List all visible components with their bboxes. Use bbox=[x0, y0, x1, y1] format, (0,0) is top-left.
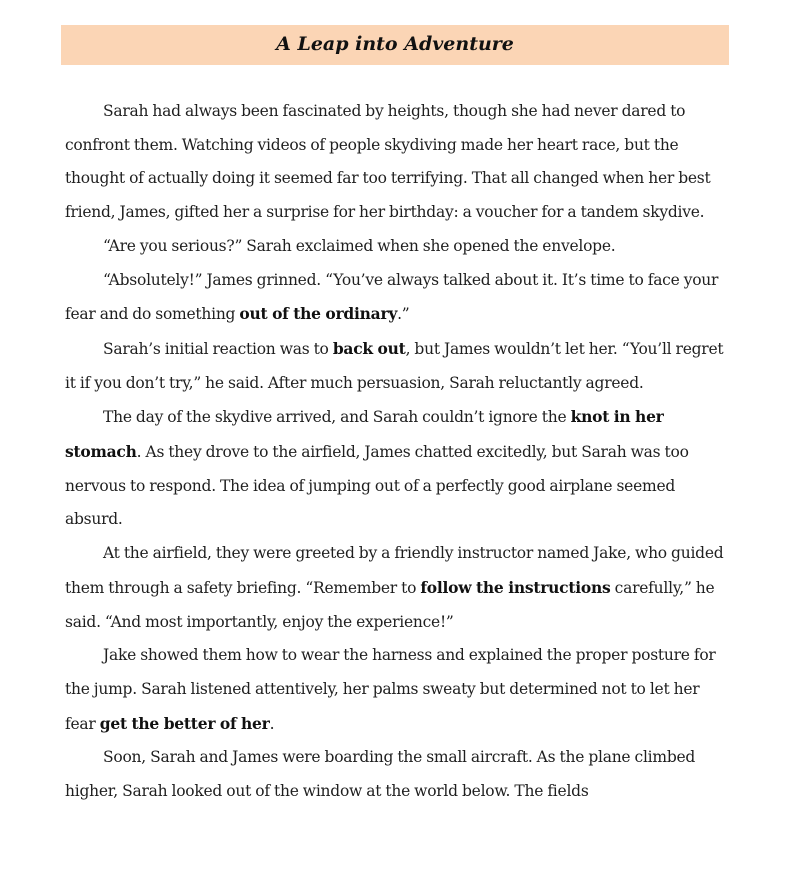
paragraph-text: Soon, Sarah and James were boarding the small aircraft. As the plane climbed higher, Sarah looked out of the window at the world below. The fields bbox=[65, 748, 696, 801]
paragraph-text: Jake showed them how to wear the harness and explained the proper posture for the jump. Sarah listened attentively, her palms sweaty but determined not to let her fear bbox=[65, 646, 716, 733]
bold-phrase: back out bbox=[332, 338, 406, 358]
bold-phrase: out of the ordinary bbox=[239, 304, 398, 324]
paragraph-text: carefully,” he said. “And most importantly, enjoy the experience!” bbox=[65, 578, 715, 631]
paragraph-text: . As they drove to the airfield, James chatted excitedly, but Sarah was too nervous to respond. The idea of jumping out of a perfectly good airplane seemed absurd. bbox=[65, 443, 689, 529]
bold-phrase: follow the instructions bbox=[420, 577, 611, 597]
paragraph-text: Sarah had always been fascinated by heights, though she had never dared to confront them. Watching videos of people skydiving made her heart race, but the thought of actually doing it seemed far too terrifying. That all changed when her best friend, James, gifted her a surprise for her birthday: a voucher for a tandem skydive. bbox=[65, 102, 711, 222]
story-paragraph bbox=[65, 639, 730, 741]
paragraph-text: “Are you serious?” Sarah exclaimed when she opened the envelope. bbox=[103, 236, 616, 255]
bold-phrase: knot in her stomach bbox=[65, 407, 664, 462]
paragraph-text: At the airfield, they were greeted by a friendly instructor named Jake, who guided them through a safety briefing. “Remember to bbox=[65, 544, 724, 597]
story-paragraph bbox=[65, 332, 730, 400]
story-paragraph bbox=[65, 741, 730, 808]
story-paragraph bbox=[65, 230, 730, 264]
bold-phrase: get the better of her bbox=[99, 713, 270, 733]
story-body bbox=[65, 95, 730, 809]
paragraph-text: Sarah’s initial reaction was to bbox=[103, 339, 333, 358]
paragraph-text: . bbox=[269, 714, 275, 733]
story-paragraph bbox=[65, 95, 730, 230]
story-paragraph bbox=[65, 537, 730, 639]
paragraph-text: , but James wouldn’t let her. “You’ll regret it if you don’t try,” he said. After much persuasion, Sarah reluctantly agreed. bbox=[65, 339, 724, 392]
story-paragraph bbox=[65, 264, 730, 332]
paragraph-text: The day of the skydive arrived, and Sarah couldn’t ignore the bbox=[103, 408, 571, 427]
paragraph-text: .” bbox=[397, 305, 410, 324]
document-title: A Leap into Adventure bbox=[276, 32, 514, 55]
paragraph-text: “Absolutely!” James grinned. “You’ve always talked about it. It’s time to face your fear and do something bbox=[65, 270, 719, 324]
title-banner bbox=[61, 25, 729, 65]
story-paragraph bbox=[65, 400, 730, 537]
